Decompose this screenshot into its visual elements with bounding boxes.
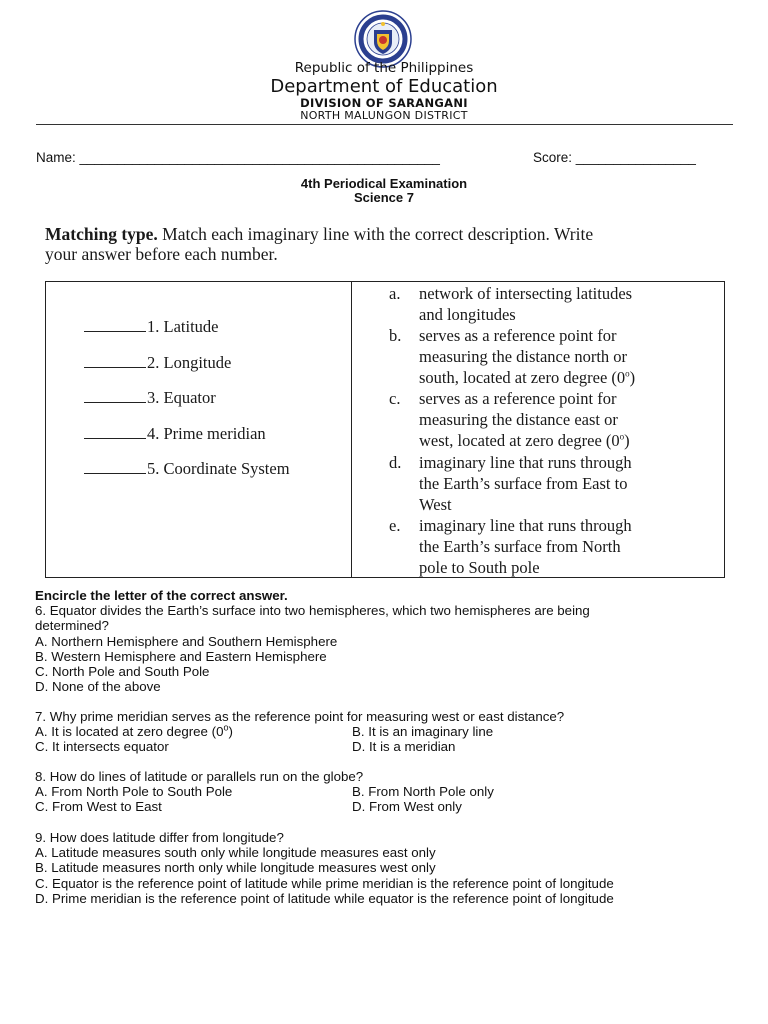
score-blank[interactable]: ________________ [575, 150, 696, 165]
choice-a[interactable]: A. Latitude measures south only while longitude measures east only [35, 845, 436, 861]
choice-d[interactable]: D. Prime meridian is the reference point of latitude while equator is the reference point of longitude [35, 890, 614, 906]
choice-c[interactable]: C. North Pole and South Pole [35, 664, 210, 680]
exam-title: 4th Periodical Examination [300, 176, 468, 191]
score-label: Score: [533, 150, 573, 165]
question-text: 8. How do lines of latitude or parallels run on the globe? [35, 769, 364, 784]
description-text: serves as a reference point for measuring the distance east or west, located at zero degree (0$^o$) [419, 389, 630, 451]
matching-item-label: 5. Coordinate System [147, 459, 290, 478]
header-division: DIVISION OF SARANGANI [300, 96, 468, 110]
choice-a[interactable]: A. From North Pole to South Pole [35, 784, 233, 800]
header-department: Department of Education [270, 76, 498, 97]
answer-blank-4[interactable] [84, 438, 146, 439]
mc-instruction: Encircle the letter of the correct answer. [35, 588, 288, 603]
description-letter: a. [389, 284, 401, 303]
question-text: 6. Equator divides the Earth’s surface into two hemispheres, which two hemispheres are being [35, 603, 590, 619]
matching-item-label: 1. Latitude [147, 317, 219, 336]
question-6 [35, 588, 590, 694]
choice-d[interactable]: D. From West only [352, 799, 462, 815]
matching-heading: Matching type. [45, 224, 158, 244]
matching-item-1[interactable] [84, 317, 218, 337]
description-letter: c. [389, 389, 401, 408]
header-divider [36, 124, 733, 125]
choice-d[interactable]: D. None of the above [35, 679, 161, 695]
header-republic: Republic of the Philippines [294, 60, 474, 76]
score-field[interactable] [533, 150, 696, 165]
choice-b[interactable]: B. From North Pole only [352, 784, 494, 800]
description-letter: b. [389, 326, 402, 345]
description-letter: e. [389, 516, 401, 535]
question-7 [35, 709, 735, 755]
name-field[interactable] [36, 150, 440, 165]
question-9 [35, 830, 614, 906]
exam-subject: Science 7 [354, 190, 414, 205]
choice-d[interactable]: D. It is a meridian [352, 739, 456, 755]
description-text: imaginary line that runs through the Earth’s surface from East to West [419, 453, 632, 515]
choice-a[interactable]: A. Northern Hemisphere and Southern Hemisphere [35, 633, 338, 649]
choice-b[interactable]: B. Latitude measures north only while longitude measures west only [35, 860, 436, 876]
question-text: 7. Why prime meridian serves as the reference point for measuring west or east distance? [35, 709, 565, 724]
question-text: 9. How does latitude differ from longitude? [35, 830, 284, 845]
matching-instruction-line1: Match each imaginary line with the correct description. Write [157, 224, 594, 244]
table-divider [351, 282, 352, 577]
description-text: serves as a reference point for measuring the distance north or south, located at zero degree (0$^o$) [419, 326, 636, 388]
description-text: network of intersecting latitudes and longitudes [419, 284, 633, 325]
matching-item-label: 3. Equator [147, 388, 216, 407]
choice-b[interactable]: B. It is an imaginary line [352, 724, 494, 740]
matching-instruction-line2: your answer before each number. [45, 244, 278, 264]
answer-blank-5[interactable] [84, 473, 146, 474]
question-text: determined? [35, 618, 109, 634]
header-district: NORTH MALUNGON DISTRICT [300, 109, 468, 122]
choice-a[interactable]: A. It is located at zero degree (0$^o$) [35, 722, 233, 740]
choice-c[interactable]: C. Equator is the reference point of latitude while prime meridian is the reference point of longitude [35, 875, 614, 891]
choice-b[interactable]: B. Western Hemisphere and Eastern Hemisphere [35, 648, 327, 664]
matching-item-label: 2. Longitude [147, 353, 232, 372]
matching-item-label: 4. Prime meridian [147, 424, 266, 443]
matching-item-3[interactable] [84, 388, 216, 408]
description-text: imaginary line that runs through the Earth’s surface from North pole to South pole [419, 516, 632, 578]
matching-item-4[interactable] [84, 424, 266, 444]
name-blank[interactable]: ________________________________________________ [79, 150, 440, 165]
matching-instructions [45, 224, 735, 264]
name-label: Name: [36, 150, 76, 165]
answer-blank-3[interactable] [84, 402, 146, 403]
choice-c[interactable]: C. It intersects equator [35, 739, 169, 755]
description-letter: d. [389, 453, 402, 472]
answer-blank-2[interactable] [84, 367, 146, 368]
matching-table [45, 281, 725, 578]
matching-item-5[interactable] [84, 459, 290, 479]
question-8 [35, 769, 735, 815]
matching-item-2[interactable] [84, 353, 231, 373]
answer-blank-1[interactable] [84, 331, 146, 332]
choice-c[interactable]: C. From West to East [35, 799, 162, 815]
